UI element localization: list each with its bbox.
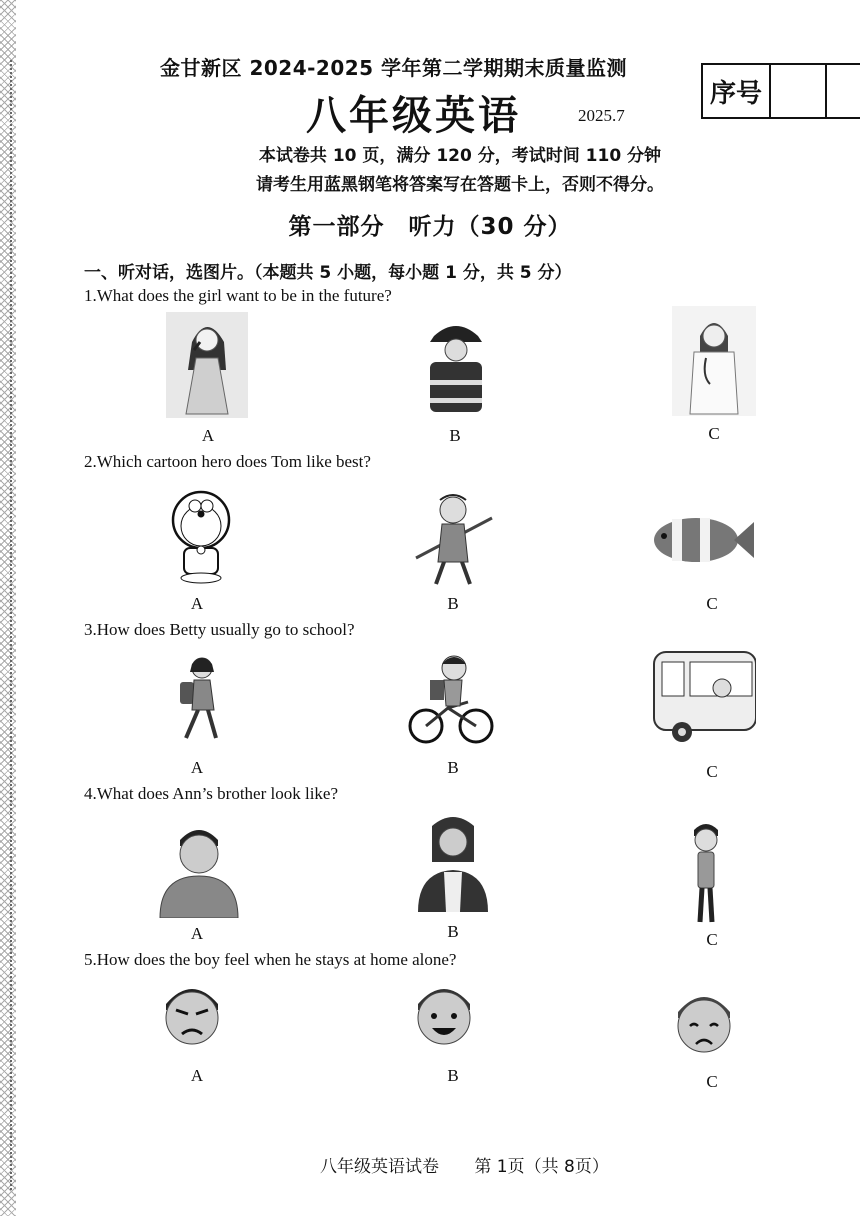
- option-label: B: [447, 922, 459, 941]
- long-haired-man-image[interactable]: [412, 812, 494, 912]
- firefighter-image[interactable]: [416, 314, 496, 420]
- thin-boy-image[interactable]: [684, 818, 728, 924]
- heavy-boy-image[interactable]: [154, 820, 244, 918]
- instruction-line: 本试卷共 10 页，满分 120 分，考试时间 110 分钟: [258, 146, 662, 166]
- angry-face-image[interactable]: [160, 980, 224, 1056]
- instruction-line: 请考生用蓝黑钢笔将答案写在答题卡上，否则不得分。: [256, 175, 664, 195]
- question-text: 3.How does Betty usually go to school?: [84, 620, 355, 639]
- girl-on-bike-image[interactable]: [408, 652, 494, 746]
- option-label: C: [708, 424, 720, 443]
- page-footer: [320, 1152, 639, 1177]
- part-title: 第一部分 听力（30 分）: [288, 214, 572, 240]
- question-text: 2.Which cartoon hero does Tom like best?: [84, 452, 371, 471]
- option-label: C: [706, 762, 718, 781]
- option-label: B: [447, 1066, 459, 1085]
- exam-date: 2025.7: [578, 106, 625, 125]
- page-title: 八年级英语: [306, 93, 521, 139]
- seat-number-box: [701, 63, 860, 119]
- question-text: 1.What does the girl want to be in the future?: [84, 286, 392, 305]
- happy-face-image[interactable]: [412, 980, 476, 1056]
- option-label: B: [449, 426, 461, 445]
- walking-girl-image[interactable]: [170, 654, 230, 746]
- clownfish-image[interactable]: [650, 510, 756, 568]
- seat-number-field[interactable]: [771, 65, 827, 117]
- seat-number-field-2[interactable]: [827, 65, 860, 117]
- option-label: A: [201, 426, 215, 445]
- option-label: A: [190, 594, 204, 613]
- singer-girl-image[interactable]: [166, 312, 248, 418]
- bus-image[interactable]: [652, 648, 756, 744]
- question-text: 4.What does Ann’s brother look like?: [84, 784, 339, 803]
- exam-instructions: [0, 142, 860, 200]
- section-title: 一、听对话，选图片。（本题共 5 小题，每小题 1 分，共 5 分）: [84, 263, 572, 283]
- doraemon-image[interactable]: [166, 488, 236, 584]
- option-label: C: [706, 1072, 718, 1091]
- option-label: C: [706, 594, 718, 613]
- option-label: A: [190, 924, 204, 943]
- footer-subject: 八年级英语试卷: [320, 1157, 439, 1177]
- seat-number-label: 序号: [703, 65, 771, 117]
- exam-title: 金甘新区 2024-2025 学年第二学期期末质量监测: [160, 56, 628, 80]
- option-label: B: [447, 594, 459, 613]
- sad-face-image[interactable]: [672, 988, 736, 1064]
- option-label: C: [706, 930, 718, 949]
- option-label: A: [190, 758, 204, 777]
- monkey-king-image[interactable]: [410, 488, 496, 588]
- option-label: A: [190, 1066, 204, 1085]
- question-text: 5.How does the boy feel when he stays at home alone?: [84, 950, 457, 969]
- doctor-image[interactable]: [672, 306, 756, 416]
- option-label: B: [447, 758, 459, 777]
- page-number: 第 1页（共 8页）: [474, 1157, 609, 1177]
